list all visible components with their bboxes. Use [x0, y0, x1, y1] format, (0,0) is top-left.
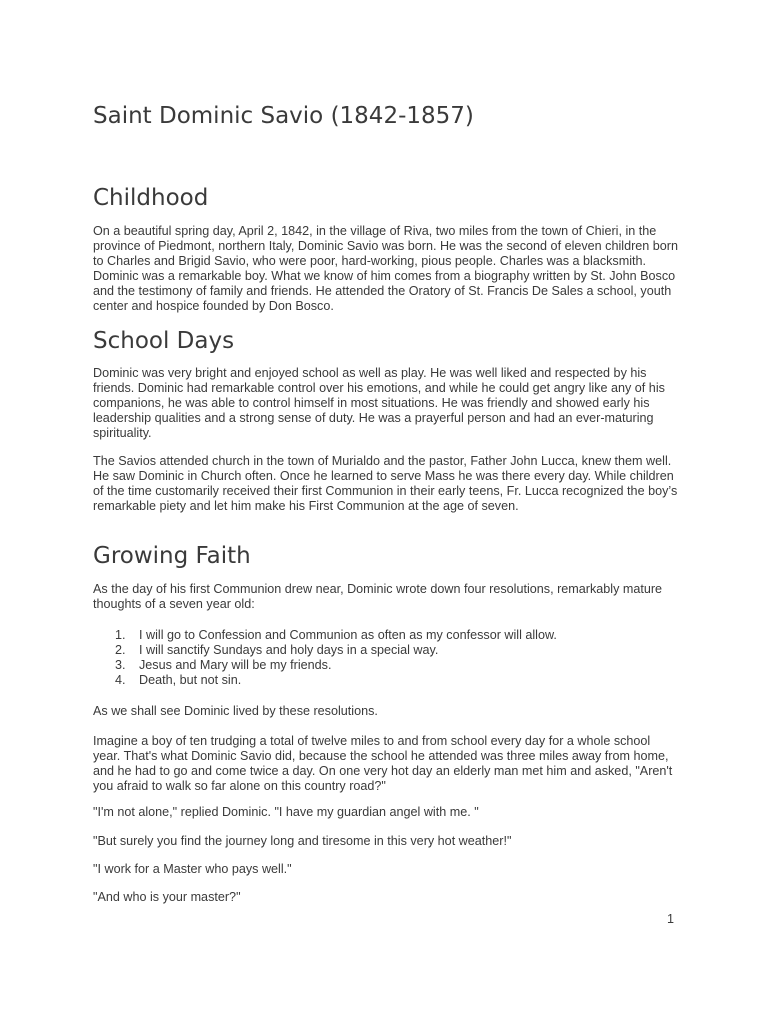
paragraph-growing-faith-5: "But surely you find the journey long and tiresome in this very hot weather!" — [93, 834, 512, 848]
list-item: 4. Death, but not sin. — [115, 673, 242, 687]
paragraph-growing-faith-7: "And who is your master?" — [93, 890, 241, 904]
paragraph-growing-faith-1: As the day of his first Communion drew near, Dominic wrote down four resolutions, remarkably mature thoughts of a seven year old: — [93, 582, 663, 611]
paragraph-growing-faith-4: "I'm not alone," replied Dominic. "I have my guardian angel with me. " — [93, 805, 479, 819]
heading-school-days: School Days — [93, 328, 235, 354]
page-number: 1 — [667, 912, 675, 926]
list-item: 3. Jesus and Mary will be my friends. — [115, 658, 332, 672]
paragraph-growing-faith-3: Imagine a boy of ten trudging a total of twelve miles to and from school every day for a whole school year. That's what Dominic Savio did, because the school he attended was three miles away from home, and he had to go and come twice a day. On one very hot day an elderly man met him and asked, "Aren't you afraid to walk so far alone on this country road?" — [93, 734, 673, 793]
heading-childhood: Childhood — [93, 185, 209, 211]
paragraph-childhood-1: On a beautiful spring day, April 2, 1842, in the village of Riva, two miles from the town of Chieri, in the province of Piedmont, northern Italy, Dominic Savio was born. He was the second of eleven children born to Charles and Brigid Savio, who were poor, hard-working, pious people. Charles was a blacksmith. Dominic was a remarkable boy. What we know of him comes from a biography written by St. John Bosco and the testimony of family and friends. He attended the Oratory of St. Francis De Sales a school, youth center and hospice founded by Don Bosco. — [93, 224, 678, 313]
document-title: Saint Dominic Savio (1842-1857) — [93, 103, 474, 129]
list-item: 2. I will sanctify Sundays and holy days in a special way. — [115, 643, 439, 657]
paragraph-growing-faith-6: "I work for a Master who pays well." — [93, 862, 292, 876]
resolutions-list — [93, 628, 557, 688]
paragraph-school-days-2: The Savios attended church in the town of Murialdo and the pastor, Father John Lucca, knew them well. He saw Dominic in Church often. Once he learned to serve Mass he was there every day. While children of the time customarily received their first Communion in their early teens, Fr. Lucca recognized the boy’s remarkable piety and let him make his First Communion at the age of seven. — [93, 454, 678, 513]
paragraph-growing-faith-2: As we shall see Dominic lived by these resolutions. — [93, 704, 378, 718]
paragraph-school-days-1: Dominic was very bright and enjoyed school as well as play. He was well liked and respected by his friends. Dominic had remarkable control over his emotions, and while he could get angry like any of his companions, he was able to control himself in most situations. He was friendly and showed early his leadership qualities and a strong sense of duty. He was a prayerful person and had an ever-maturing spirituality. — [93, 366, 665, 440]
list-item: 1. I will go to Confession and Communion as often as my confessor will allow. — [115, 628, 557, 642]
heading-growing-faith: Growing Faith — [93, 543, 251, 569]
